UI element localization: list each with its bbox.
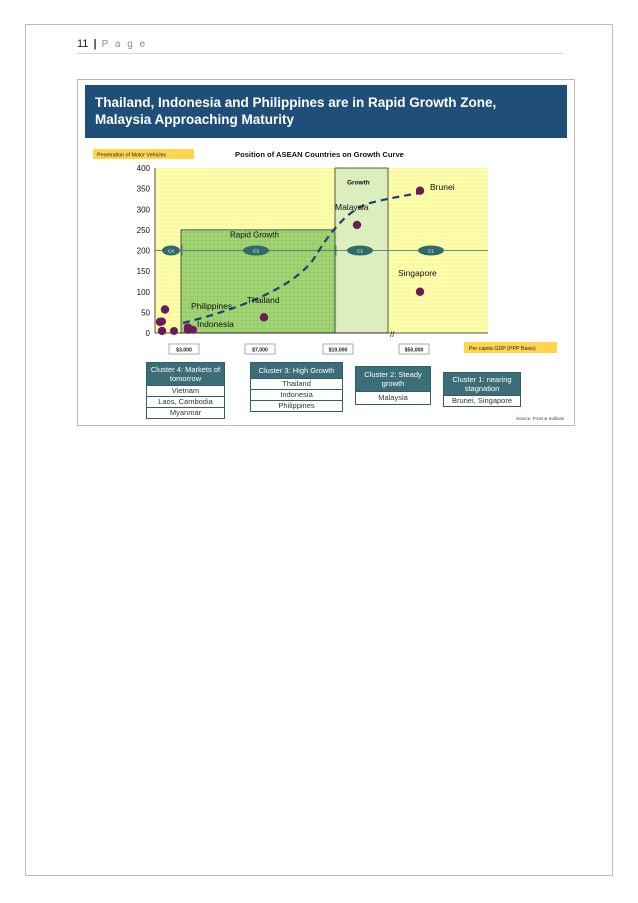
data-point	[189, 326, 197, 334]
data-point	[158, 317, 166, 325]
cluster-3-heading: Cluster 3: High Growth	[251, 363, 342, 378]
cluster-4-item: Vietnam	[147, 385, 224, 396]
x-tick-label: $3,000	[176, 347, 192, 354]
band-badge-label: C4	[168, 248, 174, 254]
cluster-3-item: Philippines	[251, 400, 342, 411]
cluster-4-item: Myanmar	[147, 407, 224, 418]
data-point-label: Philippines	[191, 301, 233, 311]
band-badge-label: C2	[357, 248, 363, 254]
y-tick-label: 350	[136, 184, 150, 194]
cluster-3-item: Indonesia	[251, 389, 342, 400]
data-point-label: Indonesia	[197, 319, 234, 329]
x-tick-label: $7,000	[252, 347, 268, 354]
cluster-2-box	[355, 366, 431, 405]
data-point	[353, 221, 361, 229]
cluster-1-heading: Cluster 1: nearing stagnation	[444, 373, 520, 395]
zone-label-rapid-growth: Rapid Growth	[230, 230, 279, 240]
page-separator: |	[93, 38, 97, 50]
axis-break-mark: //	[390, 330, 395, 339]
cluster-4-heading: Cluster 4: Markets of tomorrow	[147, 363, 224, 385]
data-point-label: Malaysia	[335, 202, 369, 212]
y-tick-label: 300	[136, 205, 150, 215]
x-tick-label: $50,000	[404, 347, 424, 354]
cluster-3-box	[250, 362, 343, 412]
cluster-2-heading: Cluster 2: Steady growth	[356, 367, 430, 391]
y-tick-label: 250	[136, 225, 150, 235]
y-axis-label: Penetration of Motor Vehicles	[97, 152, 167, 159]
cluster-2-item: Malaysia	[356, 391, 430, 404]
cluster-4-item: Laos, Cambodia	[147, 396, 224, 407]
y-tick-label: 400	[136, 164, 150, 173]
data-point-label: Thailand	[247, 295, 280, 305]
x-tick-label: $10,000	[328, 347, 348, 354]
figure-title-line-2: Malaysia Approaching Maturity	[95, 112, 295, 127]
cluster-3-item: Thailand	[251, 378, 342, 389]
header-rule	[77, 53, 563, 54]
page-label: P a g e	[101, 39, 148, 50]
band-badge-label: C1	[428, 248, 434, 254]
rapid-growth-zone-grid	[181, 230, 336, 333]
y-tick-label: 100	[136, 287, 150, 297]
figure-title-bar	[85, 85, 567, 138]
cluster-1-item: Brunei, Singapore	[444, 395, 520, 406]
chart-title: Position of ASEAN Countries on Growth Curve	[235, 150, 404, 159]
source-note: Source: Frost & Sullivan	[516, 416, 565, 421]
data-point-label: Brunei	[430, 182, 455, 192]
y-tick-label: 150	[136, 267, 150, 277]
y-tick-label: 200	[136, 246, 150, 256]
y-tick-label: 50	[141, 308, 150, 318]
data-point	[416, 186, 424, 194]
data-point	[416, 288, 424, 296]
cluster-1-box	[443, 372, 521, 407]
data-point	[158, 327, 166, 335]
y-tick-label: 0	[145, 329, 150, 338]
figure-title-line-1: Thailand, Indonesia and Philippines are in Rapid Growth Zone,	[95, 95, 497, 110]
growth-curve-chart	[85, 140, 565, 362]
page-number: 11	[77, 38, 89, 50]
figure-title	[95, 94, 561, 128]
data-point	[170, 327, 178, 335]
zone-label-growth: Growth	[347, 179, 370, 187]
data-point	[161, 305, 169, 313]
data-point-label: Singapore	[398, 268, 437, 278]
page-header	[77, 38, 147, 50]
band-badge-label: C3	[253, 248, 259, 254]
cluster-4-box	[146, 362, 225, 419]
data-point	[260, 313, 268, 321]
x-axis-label: Per capita GDP (PPP Basis)	[469, 346, 536, 352]
